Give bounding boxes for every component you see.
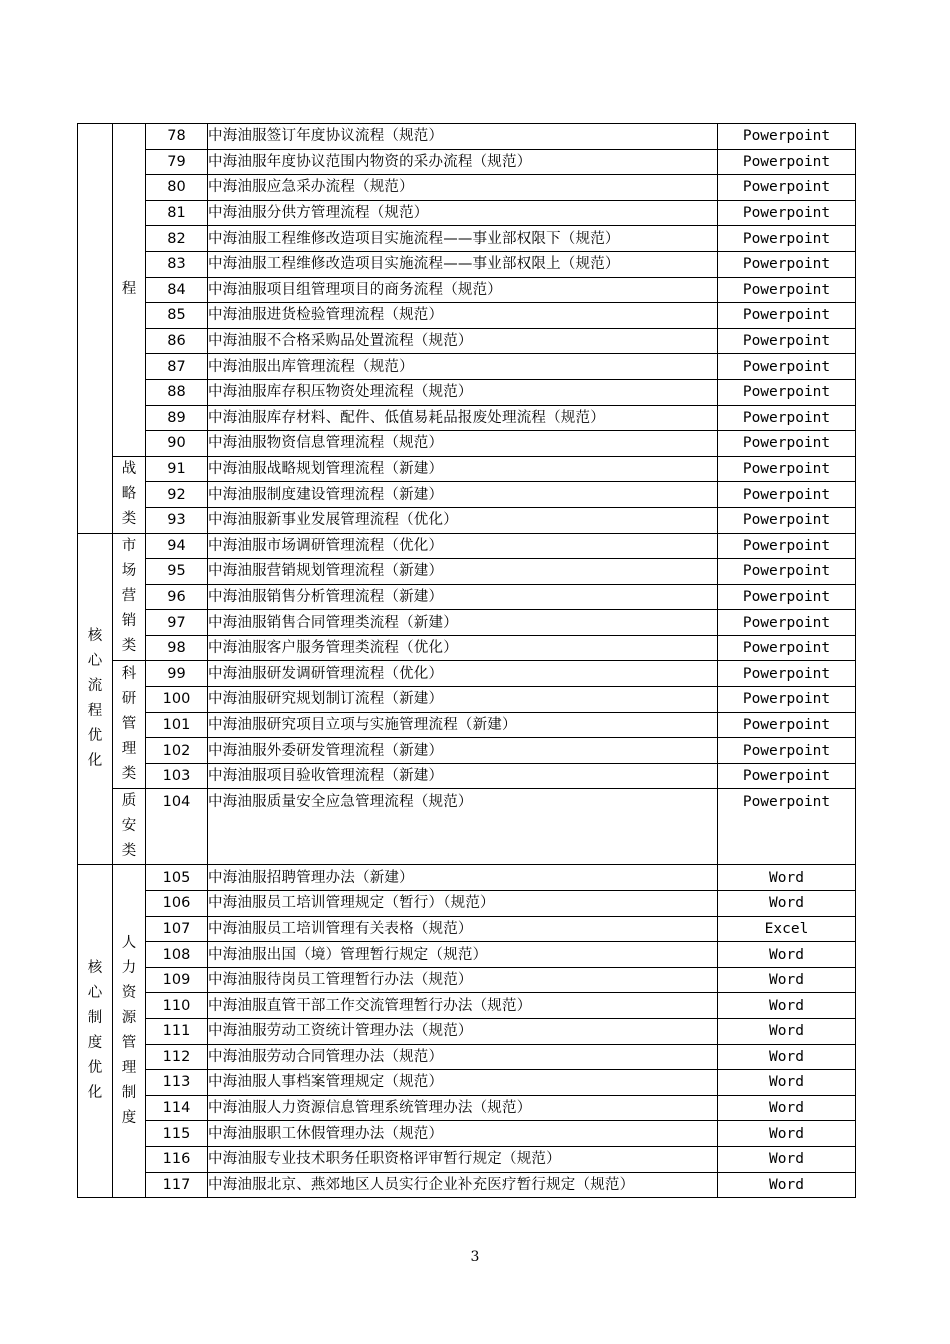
table-row (78, 967, 856, 993)
file-format: Powerpoint (718, 124, 856, 150)
document-name: 中海油服市场调研管理流程（优化） (208, 533, 718, 559)
file-format: Powerpoint (718, 584, 856, 610)
table-row (78, 456, 856, 482)
file-format: Powerpoint (718, 354, 856, 380)
table-row (78, 175, 856, 201)
document-name: 中海油服劳动工资统计管理办法（规范） (208, 1019, 718, 1045)
row-number: 107 (146, 916, 208, 942)
row-number: 115 (146, 1121, 208, 1147)
table-row (78, 635, 856, 661)
table-row (78, 149, 856, 175)
subcategory-cell-label: 程 (121, 281, 137, 298)
table-row (78, 738, 856, 764)
subcategory-cell (113, 456, 146, 533)
document-name: 中海油服战略规划管理流程（新建） (208, 456, 718, 482)
file-format: Word (718, 993, 856, 1019)
row-number: 101 (146, 712, 208, 738)
file-format: Word (718, 1070, 856, 1096)
document-name: 中海油服专业技术职务任职资格评审暂行规定（规范） (208, 1146, 718, 1172)
row-number: 91 (146, 456, 208, 482)
subcategory-cell (113, 533, 146, 661)
row-number: 105 (146, 865, 208, 891)
file-format: Powerpoint (718, 559, 856, 585)
row-number: 86 (146, 328, 208, 354)
row-number: 83 (146, 251, 208, 277)
document-name: 中海油服直管干部工作交流管理暂行办法（规范） (208, 993, 718, 1019)
table-row (78, 993, 856, 1019)
table-row (78, 661, 856, 687)
document-name: 中海油服工程维修改造项目实施流程——事业部权限下（规范） (208, 226, 718, 252)
subcategory-cell-label: 质安类 (121, 793, 137, 860)
document-name: 中海油服应急采办流程（规范） (208, 175, 718, 201)
subcategory-cell (113, 124, 146, 457)
table-row (78, 124, 856, 150)
file-format: Powerpoint (718, 687, 856, 713)
document-name: 中海油服销售分析管理流程（新建） (208, 584, 718, 610)
file-format: Powerpoint (718, 789, 856, 865)
table-row (78, 610, 856, 636)
file-format: Powerpoint (718, 610, 856, 636)
document-name: 中海油服营销规划管理流程（新建） (208, 559, 718, 585)
table-row (78, 687, 856, 713)
document-name: 中海油服待岗员工管理暂行办法（规范） (208, 967, 718, 993)
file-format: Powerpoint (718, 303, 856, 329)
category-cell (78, 533, 113, 865)
document-name: 中海油服客户服务管理类流程（优化） (208, 635, 718, 661)
table-row (78, 277, 856, 303)
document-name: 中海油服质量安全应急管理流程（规范） (208, 789, 718, 865)
row-number: 93 (146, 507, 208, 533)
row-number: 90 (146, 431, 208, 457)
row-number: 111 (146, 1019, 208, 1045)
file-format: Word (718, 1044, 856, 1070)
table-row (78, 584, 856, 610)
table-row (78, 789, 856, 865)
table-row (78, 303, 856, 329)
row-number: 94 (146, 533, 208, 559)
page-number: 3 (470, 1249, 480, 1265)
table-row (78, 533, 856, 559)
row-number: 92 (146, 482, 208, 508)
document-name: 中海油服年度协议范围内物资的采办流程（规范） (208, 149, 718, 175)
subcategory-cell (113, 865, 146, 1198)
file-format: Word (718, 1019, 856, 1045)
document-name: 中海油服外委研发管理流程（新建） (208, 738, 718, 764)
subcategory-cell-label: 市场营销类 (121, 538, 137, 655)
document-name: 中海油服项目验收管理流程（新建） (208, 763, 718, 789)
table-row (78, 328, 856, 354)
file-format: Powerpoint (718, 712, 856, 738)
file-format: Powerpoint (718, 175, 856, 201)
document-name: 中海油服职工休假管理办法（规范） (208, 1121, 718, 1147)
file-format: Word (718, 1172, 856, 1198)
file-format: Powerpoint (718, 533, 856, 559)
document-name: 中海油服分供方管理流程（规范） (208, 200, 718, 226)
document-name: 中海油服人事档案管理规定（规范） (208, 1070, 718, 1096)
document-name: 中海油服新事业发展管理流程（优化） (208, 507, 718, 533)
table-row (78, 482, 856, 508)
row-number: 87 (146, 354, 208, 380)
row-number: 109 (146, 967, 208, 993)
table-row (78, 354, 856, 380)
file-format: Powerpoint (718, 149, 856, 175)
document-name: 中海油服研发调研管理流程（优化） (208, 661, 718, 687)
table-row (78, 200, 856, 226)
document-name: 中海油服人力资源信息管理系统管理办法（规范） (208, 1095, 718, 1121)
table-row (78, 379, 856, 405)
file-format: Powerpoint (718, 507, 856, 533)
file-format: Powerpoint (718, 251, 856, 277)
document-name: 中海油服制度建设管理流程（新建） (208, 482, 718, 508)
row-number: 113 (146, 1070, 208, 1096)
document-name: 中海油服库存材料、配件、低值易耗品报废处理流程（规范） (208, 405, 718, 431)
file-format: Powerpoint (718, 379, 856, 405)
file-format: Word (718, 1095, 856, 1121)
table-row (78, 1070, 856, 1096)
file-format: Powerpoint (718, 635, 856, 661)
document-name: 中海油服北京、燕郊地区人员实行企业补充医疗暂行规定（规范） (208, 1172, 718, 1198)
process-list-table (77, 123, 856, 1198)
row-number: 95 (146, 559, 208, 585)
file-format: Powerpoint (718, 738, 856, 764)
table-row (78, 891, 856, 917)
category-cell (78, 124, 113, 534)
row-number: 96 (146, 584, 208, 610)
subcategory-cell-label: 战略类 (121, 461, 137, 528)
document-name: 中海油服员工培训管理有关表格（规范） (208, 916, 718, 942)
table-row (78, 559, 856, 585)
table-row (78, 763, 856, 789)
file-format: Powerpoint (718, 405, 856, 431)
file-format: Word (718, 942, 856, 968)
document-name: 中海油服项目组管理项目的商务流程（规范） (208, 277, 718, 303)
file-format: Powerpoint (718, 277, 856, 303)
file-format: Powerpoint (718, 328, 856, 354)
table-row (78, 1019, 856, 1045)
row-number: 78 (146, 124, 208, 150)
file-format: Powerpoint (718, 200, 856, 226)
file-format: Powerpoint (718, 456, 856, 482)
subcategory-cell-label: 人力资源管理制度 (121, 935, 137, 1127)
file-format: Excel (718, 916, 856, 942)
row-number: 108 (146, 942, 208, 968)
file-format: Powerpoint (718, 763, 856, 789)
table-row (78, 1146, 856, 1172)
row-number: 82 (146, 226, 208, 252)
category-cell (78, 865, 113, 1198)
document-name: 中海油服劳动合同管理办法（规范） (208, 1044, 718, 1070)
table-row (78, 226, 856, 252)
subcategory-cell (113, 789, 146, 865)
document-name: 中海油服销售合同管理类流程（新建） (208, 610, 718, 636)
row-number: 99 (146, 661, 208, 687)
row-number: 98 (146, 635, 208, 661)
row-number: 114 (146, 1095, 208, 1121)
table-row (78, 405, 856, 431)
row-number: 112 (146, 1044, 208, 1070)
subcategory-cell-label: 科研管理类 (121, 666, 137, 783)
row-number: 89 (146, 405, 208, 431)
row-number: 103 (146, 763, 208, 789)
document-name: 中海油服进货检验管理流程（规范） (208, 303, 718, 329)
file-format: Powerpoint (718, 431, 856, 457)
row-number: 97 (146, 610, 208, 636)
document-name: 中海油服研究规划制订流程（新建） (208, 687, 718, 713)
table-row (78, 1044, 856, 1070)
category-cell-label: 核心制度优化 (87, 960, 103, 1102)
row-number: 117 (146, 1172, 208, 1198)
table-row (78, 916, 856, 942)
row-number: 102 (146, 738, 208, 764)
row-number: 104 (146, 789, 208, 865)
table-row (78, 1121, 856, 1147)
file-format: Powerpoint (718, 661, 856, 687)
subcategory-cell (113, 661, 146, 789)
table-row (78, 1095, 856, 1121)
row-number: 116 (146, 1146, 208, 1172)
file-format: Word (718, 1146, 856, 1172)
document-name: 中海油服出库管理流程（规范） (208, 354, 718, 380)
row-number: 110 (146, 993, 208, 1019)
table-row (78, 507, 856, 533)
file-format: Powerpoint (718, 482, 856, 508)
document-name: 中海油服不合格采购品处置流程（规范） (208, 328, 718, 354)
document-name: 中海油服员工培训管理规定（暂行）（规范） (208, 891, 718, 917)
file-format: Word (718, 891, 856, 917)
table-row (78, 251, 856, 277)
document-name: 中海油服签订年度协议流程（规范） (208, 124, 718, 150)
file-format: Word (718, 865, 856, 891)
table-row (78, 865, 856, 891)
document-name: 中海油服出国（境）管理暂行规定（规范） (208, 942, 718, 968)
file-format: Word (718, 1121, 856, 1147)
row-number: 88 (146, 379, 208, 405)
row-number: 85 (146, 303, 208, 329)
row-number: 106 (146, 891, 208, 917)
table-row (78, 431, 856, 457)
document-name: 中海油服物资信息管理流程（规范） (208, 431, 718, 457)
file-format: Word (718, 967, 856, 993)
row-number: 84 (146, 277, 208, 303)
row-number: 80 (146, 175, 208, 201)
table-row (78, 712, 856, 738)
row-number: 100 (146, 687, 208, 713)
document-name: 中海油服招聘管理办法（新建） (208, 865, 718, 891)
document-name: 中海油服工程维修改造项目实施流程——事业部权限上（规范） (208, 251, 718, 277)
row-number: 79 (146, 149, 208, 175)
table-row (78, 1172, 856, 1198)
document-name: 中海油服库存积压物资处理流程（规范） (208, 379, 718, 405)
category-cell-label: 核心流程优化 (87, 627, 103, 769)
row-number: 81 (146, 200, 208, 226)
document-name: 中海油服研究项目立项与实施管理流程（新建） (208, 712, 718, 738)
table-row (78, 942, 856, 968)
file-format: Powerpoint (718, 226, 856, 252)
